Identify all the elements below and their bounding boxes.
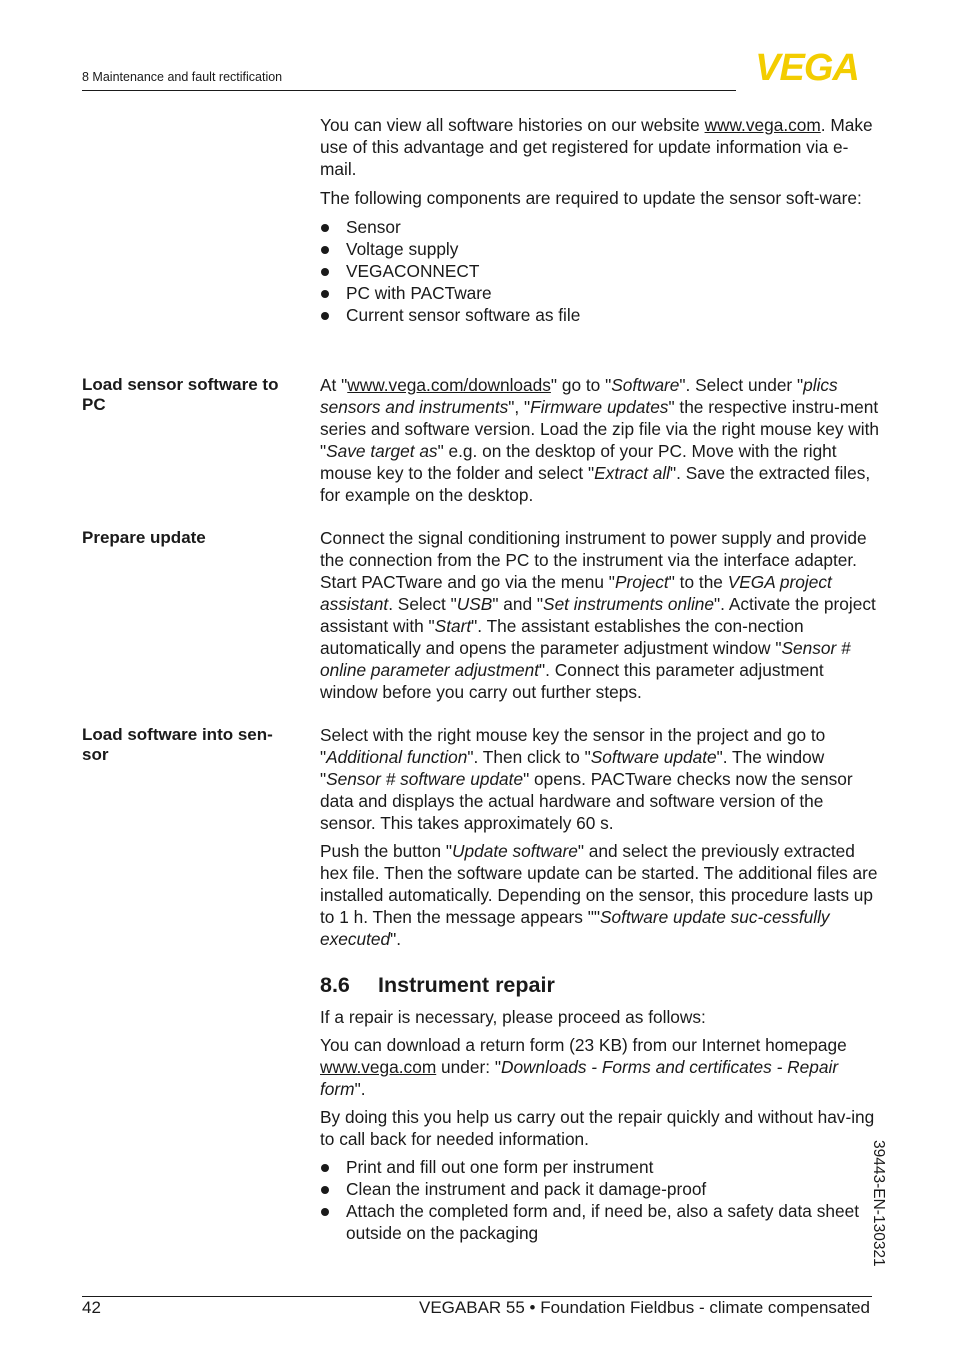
repair-steps-list — [320, 1156, 880, 1244]
components-list — [320, 216, 880, 326]
components-intro: The following components are required to update the sensor soft-ware: — [320, 188, 862, 208]
list-item: Attach the completed form and, if need be, also a safety data sheet outside on the packaging — [320, 1200, 880, 1244]
load-software-pc-text: At "www.vega.com/downloads" go to "Software". Select under "plics sensors and instruments", "Firmware updates" the respective instru-ment series and software version. Load the zip file via the right mouse key with "Save target as" e.g. on the desktop of your PC. Move with the right mouse key to the folder and select "Extract all". Save the extracted files, for example on the desktop. — [320, 375, 880, 505]
homepage-link[interactable]: www.vega.com — [320, 1057, 437, 1077]
list-item: Sensor — [320, 216, 880, 238]
footer-rule — [82, 1296, 872, 1297]
downloads-link[interactable]: www.vega.com/downloads — [347, 375, 551, 395]
logo-text: VEGA — [755, 50, 859, 84]
list-item: Clean the instrument and pack it damage-proof — [320, 1178, 880, 1200]
repair-text: If a repair is necessary, please proceed as follows: You can download a return form (23 KB) from our Internet homepage www.vega.com under: "Downloads - Forms and certificates - Repair form". By doing this you help us carry out the repair quickly and without hav-ing to call back for needed information. Print and fill out one form per instrument Clean the instrument and pack it damage-proof Attach the completed form and, if need be, also a safety data sheet outside on the packaging — [320, 1006, 880, 1244]
side-heading-prepare-update: Prepare update — [82, 528, 206, 547]
prepare-update-text: Connect the signal conditioning instrument to power supply and provide the connection from the PC to the instrument via the interface adapter. Start PACTware and go via the menu "Project" to the VEGA project assistant. Select "USB" and "Set instruments online". Activate the project assistant with "Start". The assistant establishes the con-nection automatically and opens the parameter adjustment window "Sensor # online parameter adjustment". Connect this parameter adjustment window before you carry out further steps. — [320, 528, 876, 702]
list-item: VEGACONNECT — [320, 260, 880, 282]
page-number: 42 — [82, 1298, 101, 1317]
list-item: PC with PACTware — [320, 282, 880, 304]
document-code: 39443-EN-130321 — [870, 1140, 887, 1267]
list-item: Current sensor software as file — [320, 304, 880, 326]
intro-paragraph: You can view all software histories on our website www.vega.com. Make use of this advantage and get registered for update information via e-mail. — [320, 115, 873, 179]
vega-logo — [742, 50, 872, 84]
document-title: VEGABAR 55 • Foundation Fieldbus - climate compensated — [418, 1298, 870, 1317]
intro-section — [320, 114, 880, 326]
header-rule — [82, 90, 736, 91]
load-into-sensor-text: Select with the right mouse key the sensor in the project and go to "Additional function". Then click to "Software update". The window "Sensor # software update" opens. PACTware checks now the sensor data and displays the actual hardware and software version of the sensor. This takes approximately 60 s. Push the button "Update software" and select the previously extracted hex file. Then the software update can be started. The additional files are installed automatically. Depending on the sensor, this procedure lasts up to 1 h. Then the message appears ""Software update suc-cessfully executed". — [320, 725, 878, 949]
website-link[interactable]: www.vega.com — [704, 115, 821, 135]
list-item: Print and fill out one form per instrument — [320, 1156, 880, 1178]
side-heading-load-software-pc: Load sensor software to PC — [82, 375, 279, 414]
list-item: Voltage supply — [320, 238, 880, 260]
running-header: 8 Maintenance and fault rectification — [82, 70, 283, 84]
section-heading-repair: 8.6 Instrument repair — [320, 973, 555, 997]
side-heading-load-into-sensor: Load software into sen-sor — [82, 725, 273, 764]
